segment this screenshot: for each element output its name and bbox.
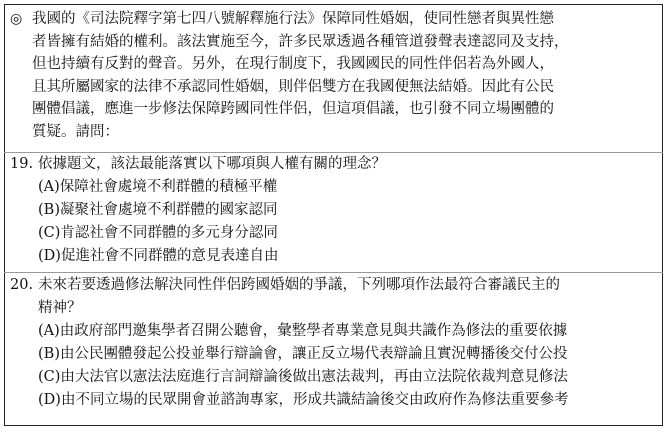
option-label: (C) [38,225,61,241]
option-d[interactable] [10,245,660,268]
option-text: 由公民團體發起公投並舉行辯論會，讓正反立場代表辯論且實況轉播後交付公投 [59,346,568,362]
question-number: 19. [10,156,34,172]
passage-line: 質疑。請問： [32,123,119,140]
option-a[interactable] [10,320,660,343]
passage-line: 團體倡議，應進一步修法保障跨國同性伴侶，但這項倡議，也引發不同立場團體的 [32,101,554,117]
option-c[interactable] [10,222,660,245]
option-text: 由政府部門邀集學者召開公聽會，彙整學者專業意見與共識作為修法的重要依據 [59,323,568,339]
option-text: 由不同立場的民眾開會並諮詢專家，形成共識結論後交由政府作為修法重要參考 [60,392,569,408]
passage-line: 者皆擁有結婚的權利。該法實施至今，許多民眾透過各種管道發聲表達認同及支持， [32,33,569,50]
option-label: (B) [38,346,60,362]
question-text: 依據題文，該法最能落實以下哪項與人權有關的理念？ [38,156,386,172]
option-text: 由大法官以憲法法庭進行言詞辯論後做出憲法裁判，再由立法院依裁判意見修法 [60,369,568,385]
option-text: 凝聚社會處境不利群體的國家認同 [59,202,278,218]
question-20 [10,274,660,412]
option-d[interactable] [10,389,660,412]
passage-line [10,8,655,31]
option-label: (C) [38,369,61,385]
question-text: 未來若要透過修法解決同性伴侶跨國婚姻的爭議，下列哪項作法最符合審議民主的 [38,277,560,293]
question-number: 20. [10,277,34,293]
option-text: 保障社會處境不利群體的積極平權 [59,179,278,195]
passage-line: 且其所屬國家的法律不承認同性婚姻，則伴侶雙方在我國便無法結婚。因此有公民 [32,78,554,95]
passage [10,8,655,143]
question-stem [10,274,660,297]
option-label: (A) [38,179,60,195]
option-label: (D) [38,392,61,408]
option-label: (B) [38,202,60,218]
option-text: 促進社會不同群體的意見表達自由 [60,248,279,264]
passage-line: 但也持續有反對的聲音。另外，在現行制度下，我國國民的同性伴侶若為外國人， [32,56,554,72]
passage-text: 我國的《司法院釋字第七四八號解釋施行法》保障同性婚姻，使同性戀者與異性戀 [32,11,554,27]
divider [4,272,663,273]
question-stem-continued: 精神？ [38,300,82,316]
question-19 [10,153,660,268]
question-stem [10,153,660,176]
option-b[interactable] [10,199,660,222]
option-c[interactable] [10,366,660,389]
option-a[interactable] [10,176,660,199]
option-label: (A) [38,323,60,339]
bullet-icon: ◎ [10,11,23,27]
option-b[interactable] [10,343,660,366]
option-label: (D) [38,248,61,264]
option-text: 肯認社會不同群體的多元身分認同 [60,225,278,241]
